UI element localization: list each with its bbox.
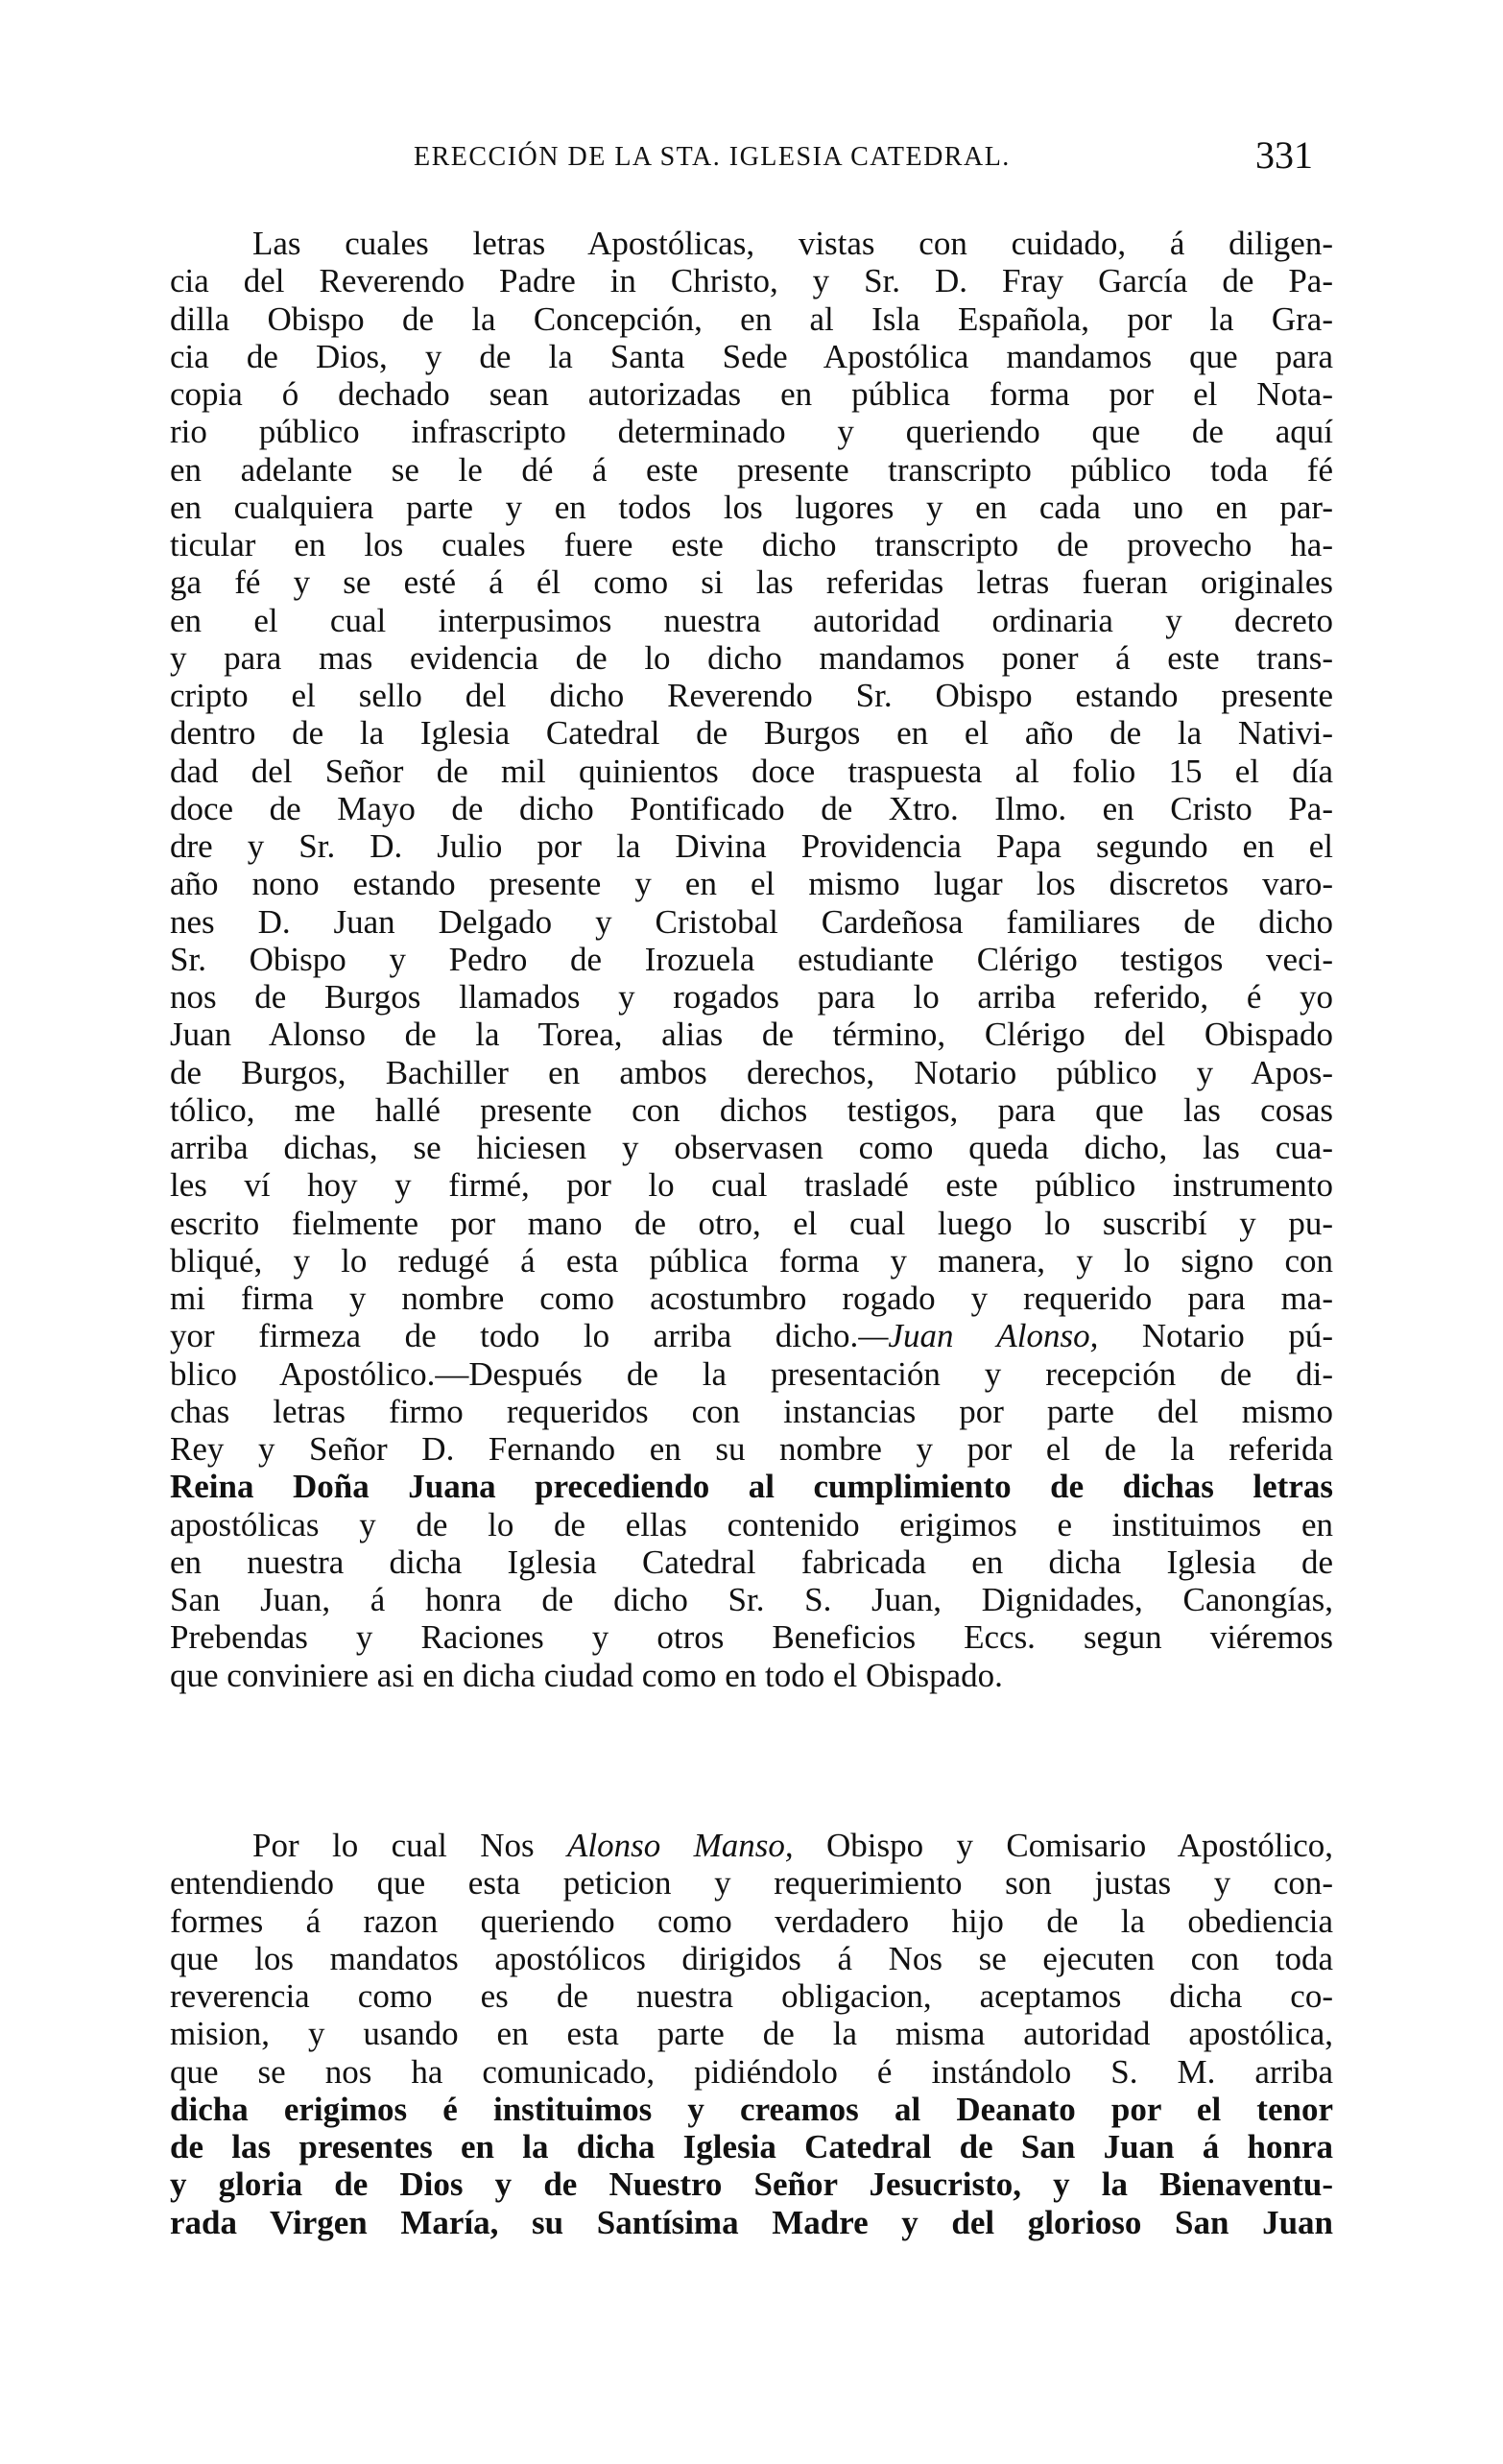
text-line: nes D. Juan Delgado y Cristobal Cardeñosa familiares de dicho [170, 902, 1333, 941]
notary-signature: —Juan Alonso, [858, 1317, 1099, 1355]
text-line: mision, y usando en esta parte de la misma autoridad apostólica, [170, 2015, 1333, 2053]
text-line: tólico, me hallé presente con dichos testigos, para que las cosas [170, 1090, 1333, 1129]
text-line: dentro de la Iglesia Catedral de Burgos en el año de la Nativi- [170, 714, 1333, 753]
text-line: doce de Mayo de dicho Pontificado de Xtro. Ilmo. en Cristo Pa- [170, 789, 1333, 827]
text-line: Sr. Obispo y Pedro de Irozuela estudiante Clérigo testigos veci- [170, 940, 1333, 978]
text-line: cripto el sello del dicho Reverendo Sr. Obispo estando presente [170, 677, 1333, 714]
paragraph-2 [170, 1827, 1333, 2241]
bishop-name: Alonso Manso, [567, 1827, 794, 1864]
text-fragment: yor firmeza de todo lo arriba dicho. [170, 1317, 859, 1355]
text-fragment: Notario pú- [1098, 1317, 1333, 1355]
text-line: blico Apostólico.—Después de la presentación y recepción de di- [170, 1354, 1333, 1393]
text-line: y para mas evidencia de lo dicho mandamos poner á este trans- [170, 638, 1333, 677]
paragraph-1 [170, 225, 1333, 1694]
text-line: ticular en los cuales fuere este dicho transcripto de provecho ha- [170, 526, 1333, 563]
text-line: les ví hoy y firmé, por lo cual trasladé este público instrumento [170, 1166, 1333, 1205]
text-line: dre y Sr. D. Julio por la Divina Providencia Papa segundo en el [170, 827, 1333, 865]
text-line: en adelante se le dé á este presente transcripto público toda fé [170, 450, 1333, 489]
text-line: chas letras firmo requeridos con instancias por parte del mismo [170, 1392, 1333, 1430]
text-line: de Burgos, Bachiller en ambos derechos, Notario público y Apos- [170, 1053, 1333, 1091]
text-line: rio público infrascripto determinado y queriendo que de aquí [170, 413, 1333, 451]
text-line: nos de Burgos llamados y rogados para lo arriba referido, é yo [170, 978, 1333, 1016]
text-line: Rey y Señor D. Fernando en su nombre y por el de la referida [170, 1430, 1333, 1468]
text-line: de las presentes en la dicha Iglesia Catedral de San Juan á honra [170, 2128, 1333, 2165]
text-line: Las cuales letras Apostólicas, vistas con cuidado, á diligen- [252, 225, 1333, 262]
text-line-with-signature [170, 1317, 1333, 1354]
text-line: San Juan, á honra de dicho Sr. S. Juan, Dignidades, Canongías, [170, 1581, 1333, 1618]
text-line: que los mandatos apostólicos dirigidos á Nos se ejecuten con toda [170, 1939, 1333, 1977]
text-line: que conviniere asi en dicha ciudad como en todo el Obispado. [170, 1656, 1003, 1694]
text-line: dicha erigimos é instituimos y creamos al Deanato por el tenor [170, 2090, 1333, 2128]
text-fragment: Por lo cual Nos [252, 1827, 568, 1864]
text-line: bliqué, y lo redugé á esta pública forma y manera, y lo signo con [170, 1241, 1333, 1280]
text-line: Juan Alonso de la Torea, alias de término, Clérigo del Obispado [170, 1016, 1333, 1054]
text-line: cia de Dios, y de la Santa Sede Apostólica mandamos que para [170, 337, 1333, 375]
page-number: 331 [1255, 133, 1313, 177]
text-line: Reina Doña Juana precediendo al cumplimiento de dichas letras [170, 1468, 1333, 1506]
text-line: en nuestra dicha Iglesia Catedral fabricada en dicha Iglesia de [170, 1543, 1333, 1581]
running-header [257, 132, 1313, 180]
text-line: que se nos ha comunicado, pidiéndolo é instándolo S. M. arriba [170, 2052, 1333, 2091]
text-line: entendiendo que esta peticion y requerimiento son justas y con- [170, 1864, 1333, 1902]
text-line: y gloria de Dios y de Nuestro Señor Jesucristo, y la Bienaventu- [170, 2165, 1333, 2204]
text-line-with-name [170, 1827, 1333, 1864]
text-line: en el cual interpusimos nuestra autoridad ordinaria y decreto [170, 601, 1333, 639]
text-line: dad del Señor de mil quinientos doce traspuesta al folio 15 el día [170, 752, 1333, 790]
text-line: escrito fielmente por mano de otro, el cual luego lo suscribí y pu- [170, 1204, 1333, 1242]
text-line: rada Virgen María, su Santísima Madre y del glorioso San Juan [170, 2203, 1333, 2241]
text-line: dilla Obispo de la Concepción, en al Isla Española, por la Gra- [170, 299, 1333, 338]
text-line: copia ó dechado sean autorizadas en pública forma por el Nota- [170, 375, 1333, 413]
text-fragment: Obispo y Comisario Apostólico, [793, 1827, 1333, 1864]
text-line: Prebendas y Raciones y otros Beneficios Eccs. segun viéremos [170, 1618, 1333, 1657]
text-line: en cualquiera parte y en todos los lugores y en cada uno en par- [170, 488, 1333, 526]
text-line: arriba dichas, se hiciesen y observasen como queda dicho, las cua- [170, 1129, 1333, 1166]
text-line: apostólicas y de lo de ellas contenido erigimos e instituimos en [170, 1505, 1333, 1543]
text-line: mi firma y nombre como acostumbro rogado y requerido para ma- [170, 1280, 1333, 1317]
text-line: formes á razon queriendo como verdadero hijo de la obediencia [170, 1902, 1333, 1940]
text-line: cia del Reverendo Padre in Christo, y Sr. D. Fray García de Pa- [170, 262, 1333, 300]
text-line: año nono estando presente y en el mismo lugar los discretos varo- [170, 865, 1333, 903]
text-line: ga fé y se esté á él como si las referidas letras fueran originales [170, 563, 1333, 602]
text-line: reverencia como es de nuestra obligacion, aceptamos dicha co- [170, 1977, 1333, 2015]
running-title: ERECCIÓN DE LA STA. IGLESIA CATEDRAL. [414, 142, 1011, 172]
